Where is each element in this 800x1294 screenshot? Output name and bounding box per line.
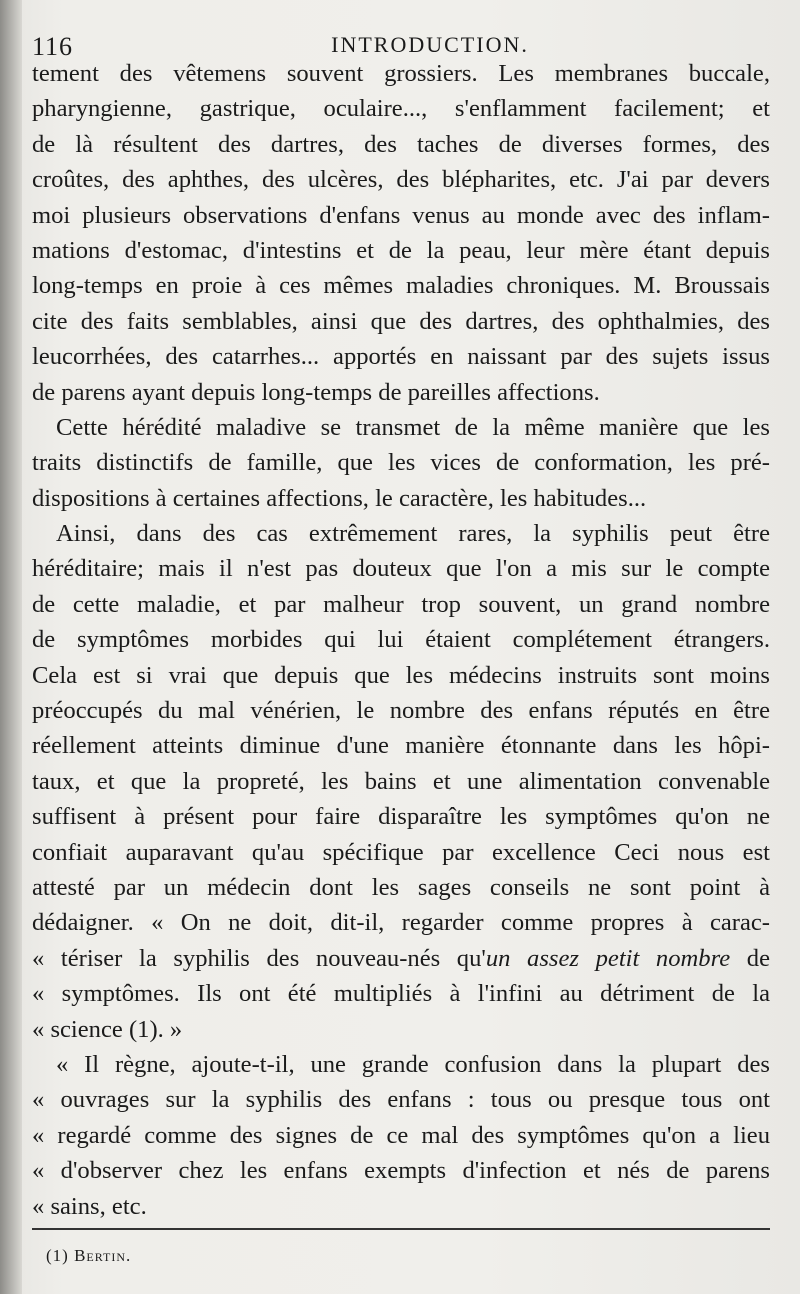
text-line: préoccupés du mal vénérien, le nombre des enfans réputés en être bbox=[32, 697, 770, 725]
paragraph-start-line: Cette hérédité maladive se transmet de la même manière que les bbox=[56, 413, 770, 441]
text-line: pharyngienne, gastrique, oculaire..., s'enflamment facilement; et bbox=[32, 95, 770, 123]
paragraph-end-line: de parens ayant depuis long-temps de pareilles affections. bbox=[32, 378, 600, 406]
text-line: moi plusieurs observations d'enfans venus au monde avec des inflam- bbox=[32, 201, 770, 229]
quote-line: « d'observer chez les enfans exempts d'infection et nés de parens bbox=[32, 1157, 770, 1185]
text-line: long-temps en proie à ces mêmes maladies chroniques. M. Broussais bbox=[32, 272, 770, 300]
quote-end-line: « science (1). » bbox=[32, 1015, 183, 1043]
text-line: tement des vêtemens souvent grossiers. Les membranes buccale, bbox=[32, 60, 770, 87]
text-line: confiait auparavant qu'au spécifique par excellence Ceci nous est bbox=[32, 838, 770, 866]
text-line: taux, et que la propreté, les bains et une alimentation convenable bbox=[32, 767, 770, 795]
text-line: traits distinctifs de famille, que les vices de conformation, les pré- bbox=[32, 449, 770, 477]
quote-end-line: « sains, etc. bbox=[32, 1192, 147, 1220]
quote-text: de bbox=[730, 944, 770, 972]
italic-phrase: un assez petit nombre bbox=[485, 944, 731, 972]
footnote-marker: (1) bbox=[46, 1246, 69, 1265]
text-line: de là résultent des dartres, des taches de diverses formes, des bbox=[32, 130, 770, 158]
quote-line: « regardé comme des signes de ce mal des symptômes qu'on a lieu bbox=[32, 1121, 770, 1149]
footnote-text: Bertin. bbox=[74, 1246, 132, 1265]
page-header bbox=[32, 26, 768, 60]
text-line: de cette maladie, et par malheur trop souvent, un grand nombre bbox=[32, 590, 770, 618]
body-text bbox=[32, 56, 770, 1224]
quote-line: « Il règne, ajoute-t-il, une grande confusion dans la plupart des bbox=[56, 1050, 770, 1078]
quote-text: « tériser la syphilis des nouveau-nés qu' bbox=[32, 944, 486, 972]
paragraph-start-line: Ainsi, dans des cas extrêmement rares, la syphilis peut être bbox=[56, 520, 770, 548]
text-line: leucorrhées, des catarrhes... apportés en naissant par des sujets issus bbox=[32, 343, 770, 371]
text-line: Cela est si vrai que depuis que les médecins instruits sont moins bbox=[32, 661, 770, 689]
footnote bbox=[46, 1246, 131, 1266]
text-line: attesté par un médecin dont les sages conseils ne sont point à bbox=[32, 873, 770, 901]
quote-line: « symptômes. Ils ont été multipliés à l'infini au détriment de la bbox=[32, 980, 770, 1008]
text-line: dédaigner. « On ne doit, dit-il, regarder comme propres à carac- bbox=[32, 909, 770, 937]
text-line: cite des faits semblables, ainsi que des dartres, des ophthalmies, des bbox=[32, 307, 770, 335]
text-line: héréditaire; mais il n'est pas douteux que l'on a mis sur le compte bbox=[32, 555, 770, 583]
quote-line bbox=[32, 941, 770, 976]
paragraph-end-line: dispositions à certaines affections, le caractère, les habitudes... bbox=[32, 484, 647, 512]
text-line: suffisent à présent pour faire disparaître les symptômes qu'on ne bbox=[32, 803, 770, 831]
text-line: mations d'estomac, d'intestins et de la peau, leur mère étant depuis bbox=[32, 236, 770, 264]
text-line: de symptômes morbides qui lui étaient complétement étrangers. bbox=[32, 626, 770, 654]
footnote-rule bbox=[32, 1228, 770, 1230]
text-line: croûtes, des aphthes, des ulcères, des blépharites, etc. J'ai par devers bbox=[32, 166, 770, 194]
page-number: 116 bbox=[32, 32, 74, 61]
quote-line: « ouvrages sur la syphilis des enfans : tous ou presque tous ont bbox=[32, 1086, 770, 1114]
binding-shadow bbox=[0, 0, 22, 1294]
text-line: réellement atteints diminue d'une manière étonnante dans les hôpi- bbox=[32, 732, 770, 760]
running-title: INTRODUCTION. bbox=[331, 32, 529, 57]
